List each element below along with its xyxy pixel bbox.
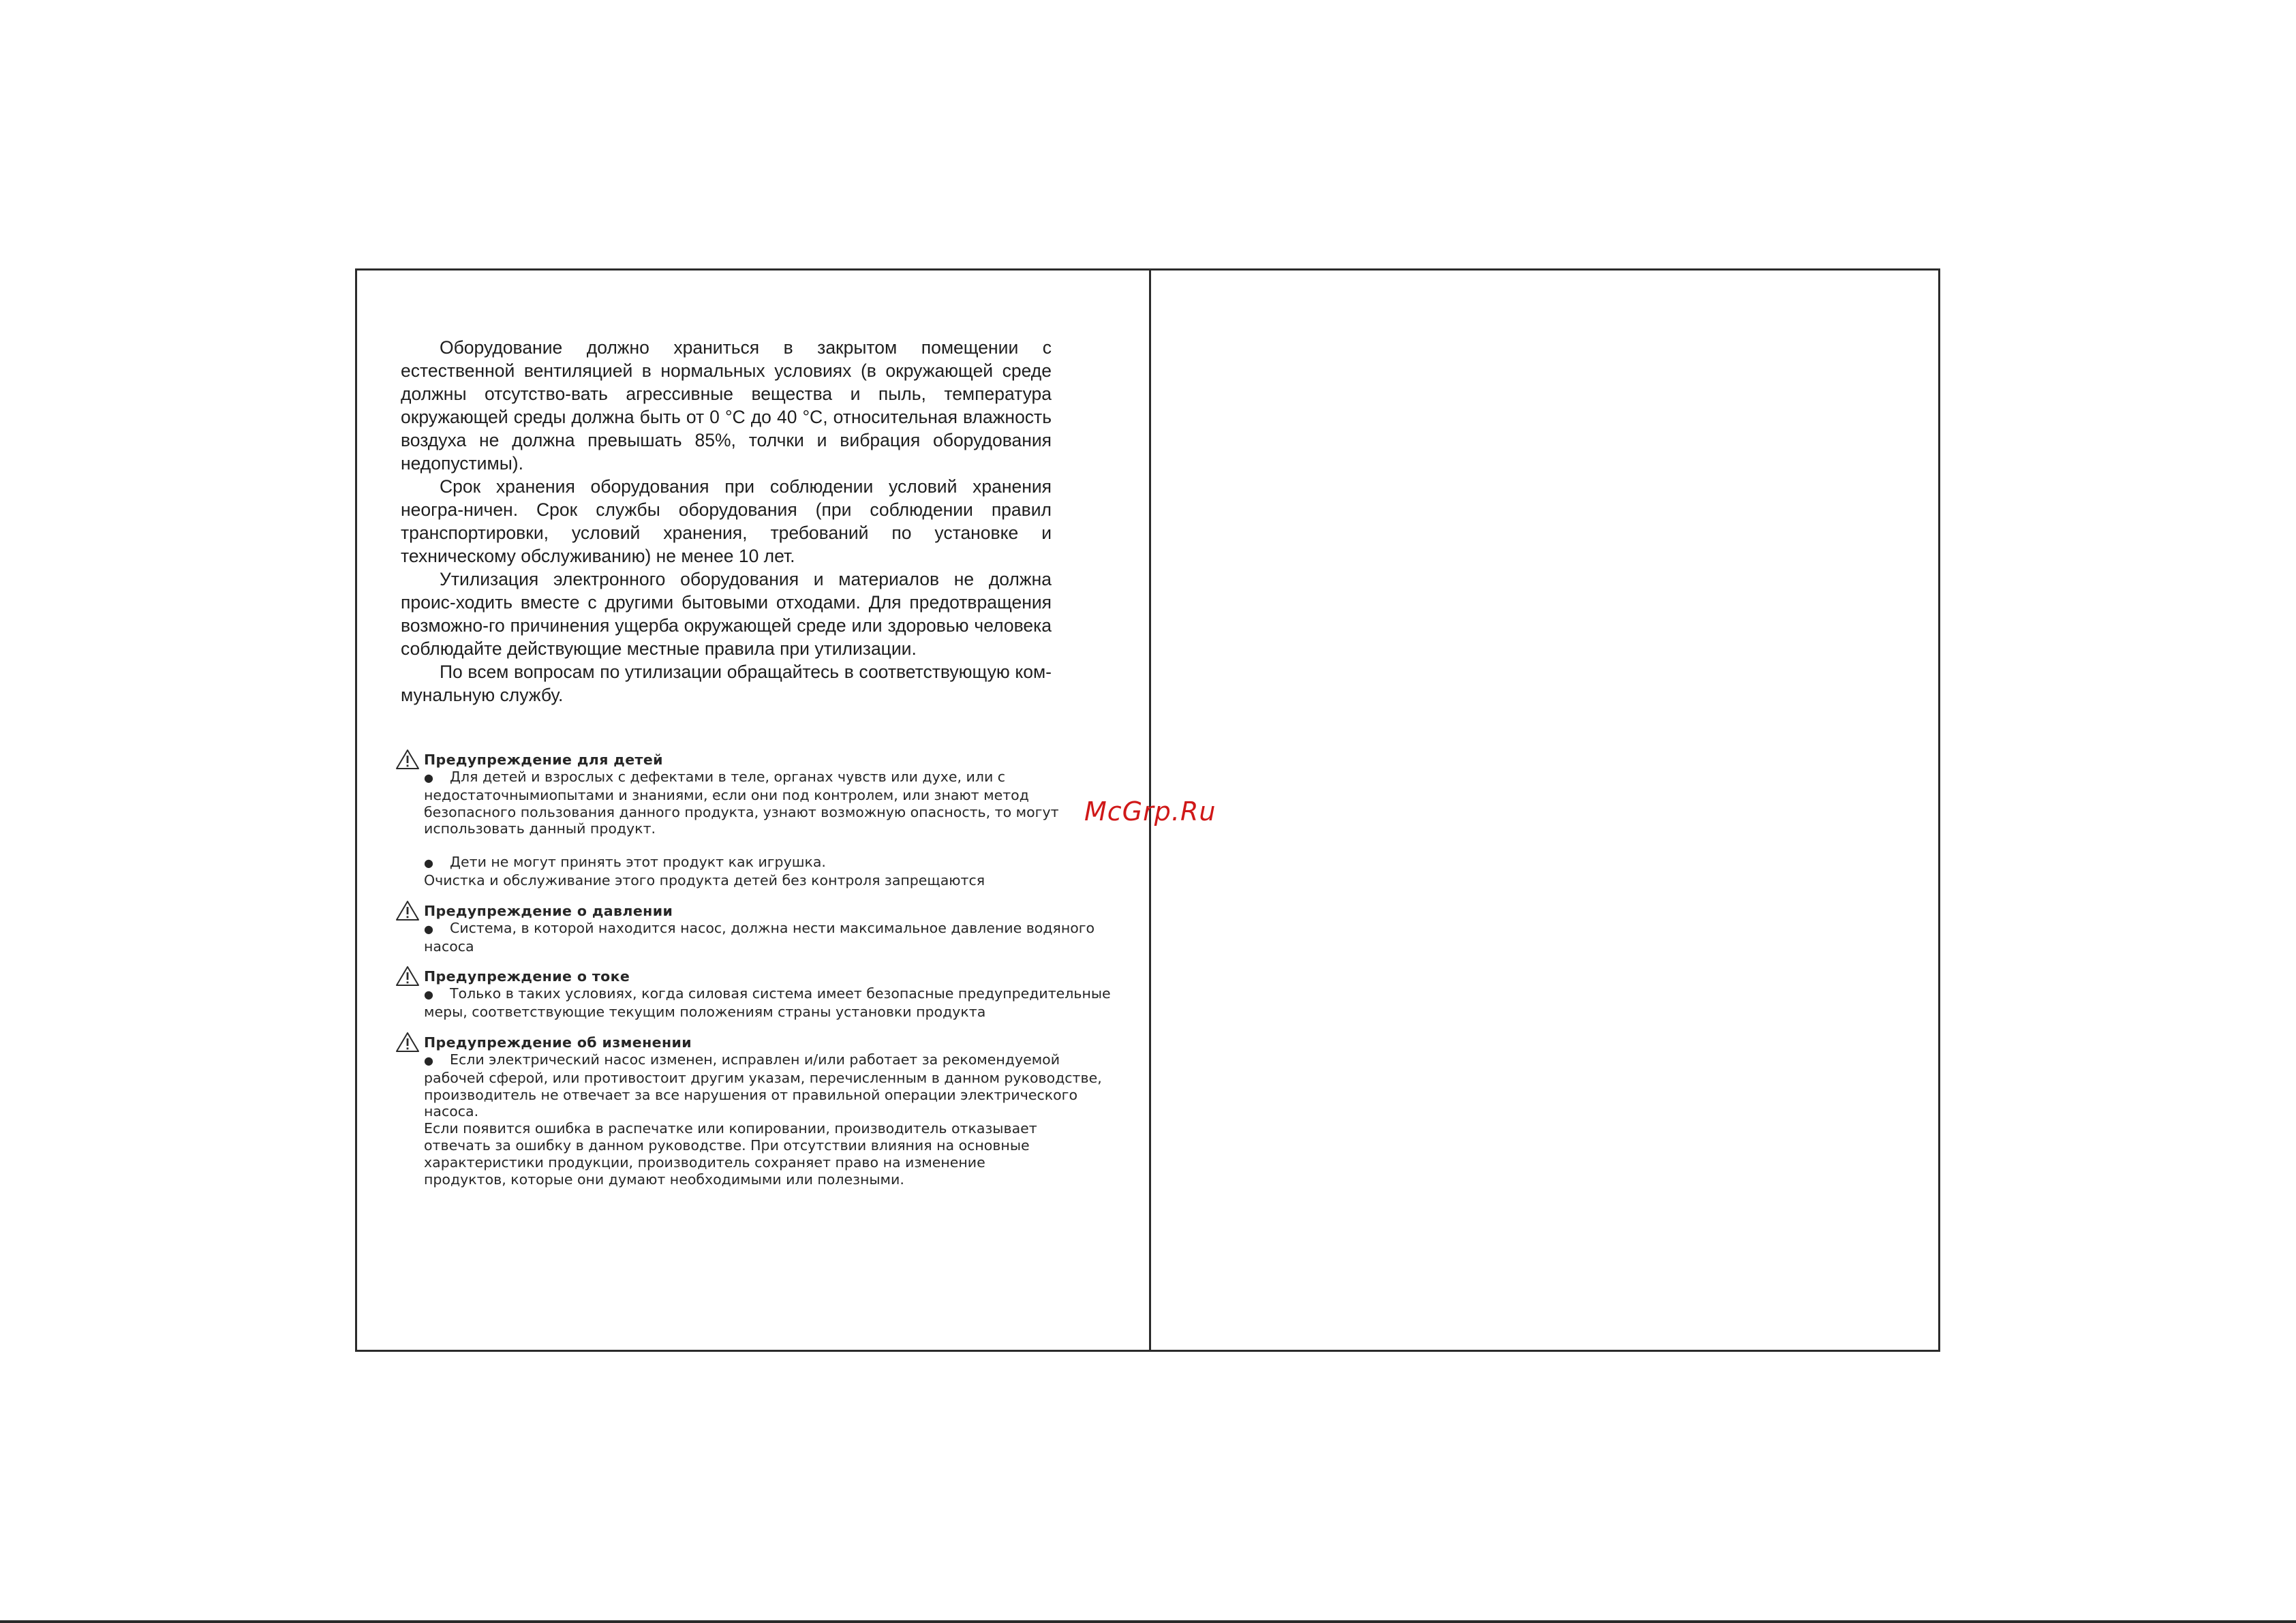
warning-change xyxy=(395,1034,1138,1188)
list-item xyxy=(424,920,1138,955)
paragraph-disposal-contact: По всем вопросам по утилизации обращайтесь в соответствующую ком-мунальную службу. xyxy=(401,662,1052,705)
warning-triangle-icon xyxy=(395,900,420,921)
bullet-icon: ● xyxy=(424,922,433,936)
right-page-blank xyxy=(1151,270,1938,1350)
list-item-text: Если электрический насос изменен, исправлен и/или работает за рекомендуемой рабочей сферой, или противостоит другим указам, перечисленным в данном руководстве, производитель не отвечает за все нарушения от правильной операции электрического насоса. xyxy=(424,1051,1102,1120)
paragraph-service-life: Срок хранения оборудования при соблюдении условий хранения неогра-ничен. Срок службы оборудования (при соблюдении правил транспортировки, условий хранения, требований по установке и техническому обслуживанию) не менее 10 лет. xyxy=(401,476,1052,566)
bottom-divider xyxy=(0,1620,2296,1623)
list-item xyxy=(424,985,1138,1021)
warning-current-body xyxy=(395,985,1138,1021)
warning-title-text: Предупреждение для детей xyxy=(424,752,663,768)
warning-triangle-icon xyxy=(395,749,420,770)
paragraph-disposal: Утилизация электронного оборудования и материалов не должна проис-ходить вместе с другими бытовыми отходами. Для предотвращения возможно-го причинения ущерба окружающей среде или здоровью человека соблюдайте действующие местные правила при утилизации. xyxy=(401,569,1052,659)
warning-note: Если появится ошибка в распечатке или копировании, производитель отказывает отвечать за ошибку в данном руководстве. При отсутствии влияния на основные характеристики продукции, производитель сохраняет право на изменение продуктов, которые они думают необходимыми или полезными. xyxy=(424,1120,1037,1188)
warning-title-text: Предупреждение о токе xyxy=(424,968,630,985)
warning-children xyxy=(395,752,1138,889)
warning-title-text: Предупреждение о давлении xyxy=(424,902,673,919)
bullet-icon: ● xyxy=(424,771,433,784)
warning-children-body xyxy=(395,769,1138,889)
bullet-icon: ● xyxy=(424,1053,433,1067)
warning-triangle-icon xyxy=(395,1032,420,1053)
list-item xyxy=(424,1051,1138,1120)
list-item-text: Только в таких условиях, когда силовая система имеет безопасные предупредительные меры, соответствующие текущим положениям страны установки продукта xyxy=(424,985,1111,1021)
list-item xyxy=(424,854,1138,872)
warning-note: Очистка и обслуживание этого продукта детей без контроля запрещаются xyxy=(424,871,985,888)
warning-title-text: Предупреждение об изменении xyxy=(424,1034,692,1051)
warning-current-title xyxy=(395,968,1138,985)
warning-pressure-title xyxy=(395,903,1138,920)
storage-and-disposal-text xyxy=(401,336,1052,707)
left-page xyxy=(357,270,1149,1350)
warning-change-body xyxy=(395,1051,1138,1188)
list-item-text: Система, в которой находится насос, должна нести максимальное давление водяного насоса xyxy=(424,919,1095,955)
paragraph-storage: Оборудование должно храниться в закрытом помещении с естественной вентиляцией в нормальных условиях (в окружающей среде должны отсутство-вать агрессивные вещества и пыль, температура окружающей среды должна быть от 0 °С до 40 °С, относительная влажность воздуха не должна превышать 85%, толчки и вибрация оборудования недопустимы). xyxy=(401,337,1052,474)
warning-children-title xyxy=(395,752,1138,769)
watermark: McGrp.Ru xyxy=(1084,797,1216,826)
warning-pressure xyxy=(395,903,1138,955)
list-item-text: Дети не могут принять этот продукт как игрушка. xyxy=(450,854,826,871)
list-item xyxy=(424,769,1138,837)
warning-change-title xyxy=(395,1034,1138,1051)
warning-current xyxy=(395,968,1138,1021)
warning-triangle-icon xyxy=(395,965,420,987)
list-item-text: Для детей и взрослых с дефектами в теле, органах чувств или духе, или с недостаточнымиопытами и знаниями, если они под контролем, или знают метод безопасного пользования данного продукта, узнают возможную опасность, то могут использовать данный продукт. xyxy=(424,769,1059,837)
bullet-icon: ● xyxy=(424,988,433,1002)
bullet-icon: ● xyxy=(424,856,433,870)
warnings-section xyxy=(395,752,1138,1201)
warning-pressure-body xyxy=(395,920,1138,955)
